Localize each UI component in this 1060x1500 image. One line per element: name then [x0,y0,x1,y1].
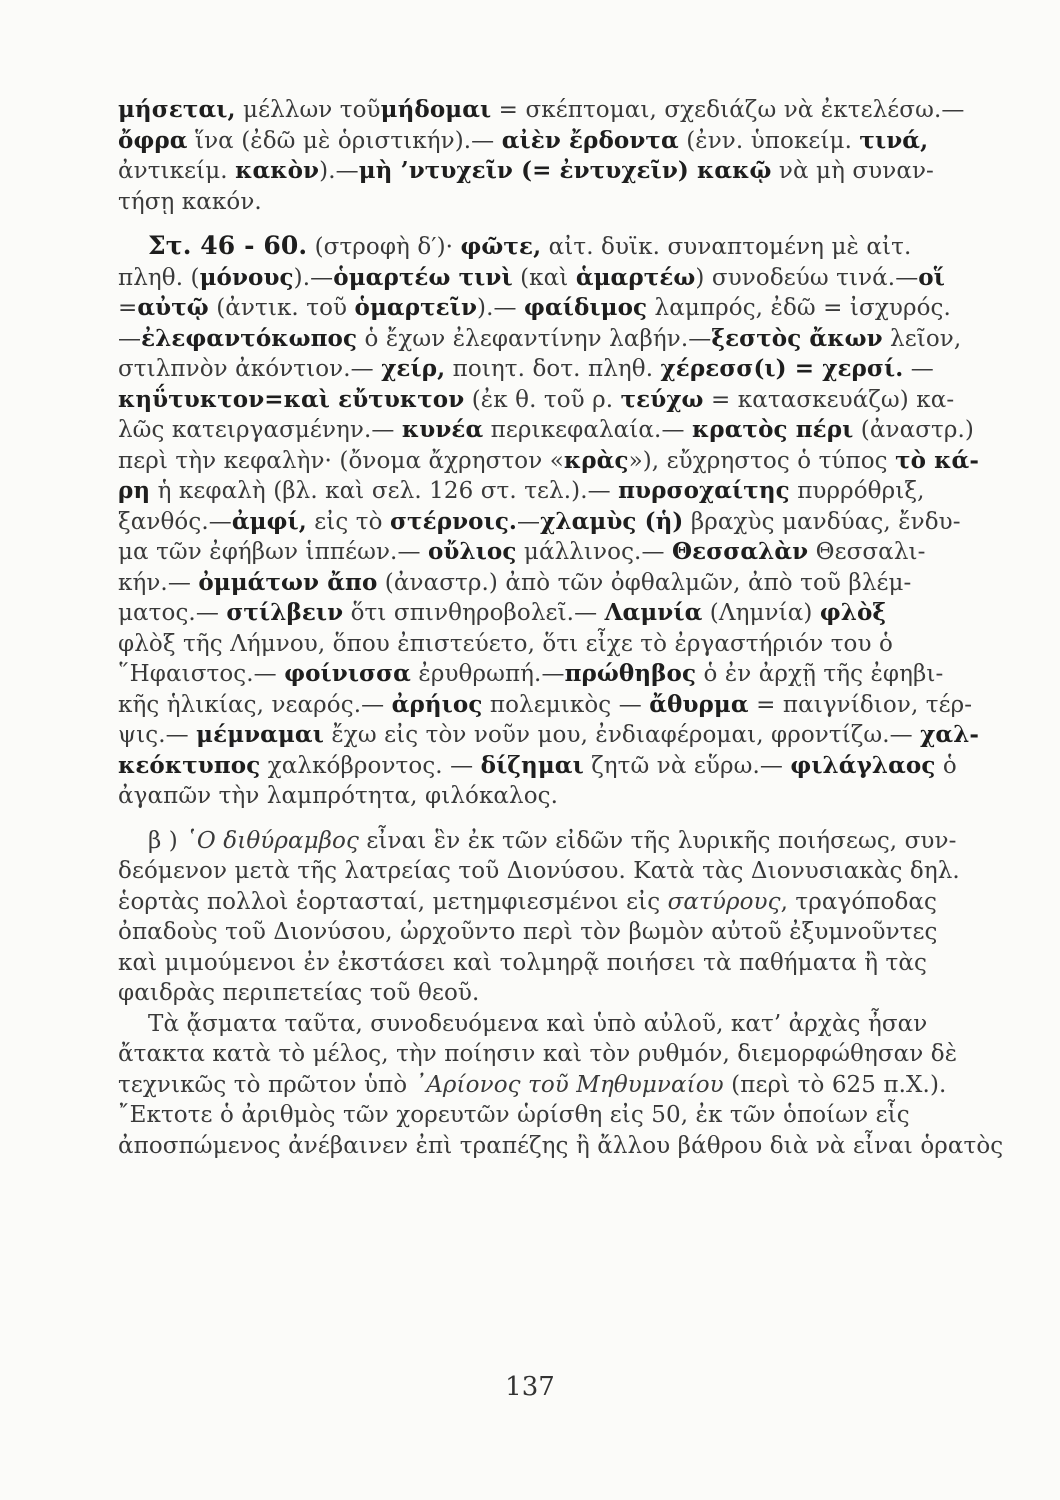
glossary-line: μα τῶν ἐφήβων ἱππέων.— οὔλιος μάλλινος.— Θεσσαλὰν Θεσσαλι- [118,538,926,565]
prose-line: β ) ῾Ο διθύραμβος εἶναι ἓν ἐκ τῶν εἰδῶν τῆς λυρικῆς ποιήσεως, συν- [148,827,957,854]
prose-section [118,826,1004,1162]
glossary-line: =αὐτῷ (ἀντικ. τοῦ ὁμαρτεῖν).— φαίδιμος λαμπρός, ἐδῶ = ἰσχυρός. [118,294,951,321]
glossary-line: ἀντικείμ. κακὸν).—μὴ ’ντυχεῖν (= ἐντυχεῖν) κακῷ νὰ μὴ συναν- [118,157,934,184]
glossary-line: ψις.— μέμναμαι ἔχω εἰς τὸν νοῦν μου, ἐνδιαφέρομαι, φροντίζω.— χαλ- [118,721,980,748]
page-number: 137 [505,1372,555,1402]
prose-line: ἀποσπώμενος ἀνέβαινεν ἐπὶ τραπέζης ἢ ἄλλου βάθρου διὰ νὰ εἶναι ὁρατὸς [118,1132,1004,1159]
paragraph-gap [118,217,948,231]
glossary-line: πληθ. (μόνους).—ὁμαρτέω τινὶ (καὶ ἁμαρτέω) συνοδεύω τινά.—οἵ [118,263,945,291]
prose-line: τεχνικῶς τὸ πρῶτον ὑπὸ ᾿Αρίονος τοῦ Μηθυμναίου (περὶ τὸ 625 π.Χ.). [118,1071,947,1098]
glossary-line: ἀγαπῶν τὴν λαμπρότητα, φιλόκαλος. [118,783,559,809]
glossary-notes [118,95,980,812]
prose-line: φαιδρὰς περιπετείας τοῦ θεοῦ. [118,980,480,1006]
page-body [118,95,1004,1161]
glossary-line: ῞Ηφαιστος.— φοίνισσα ἐρυθρωπή.—πρώθηβος ὁ ἐν ἀρχῇ τῆς ἐφηβι- [118,660,944,687]
glossary-line: περὶ τὴν κεφαλὴν· (ὄνομα ἄχρηστον «κρὰς»), εὔχρηστος ὁ τύπος τὸ κά- [118,446,979,474]
prose-line: Τὰ ᾄσματα ταῦτα, συνοδευόμενα καὶ ὑπὸ αὐλοῦ, κατ’ ἀρχὰς ἦσαν [148,1010,928,1037]
glossary-line: ὄφρα ἵνα (ἐδῶ μὲ ὁριστικήν).— αἰὲν ἔρδοντα (ἐνν. ὑποκείμ. τινά, [118,126,929,154]
section-gap [118,812,948,826]
glossary-line: λῶς κατειργασμένην.— κυνέα περικεφαλαία.— κρατὸς πέρι (ἀναστρ.) [118,416,974,443]
glossary-line: μήσεται, μέλλων τοῦμήδομαι = σκέπτομαι, σχεδιάζω νὰ ἐκτελέσω.— [118,96,965,123]
glossary-line: κήν.— ὀμμάτων ἄπο (ἀναστρ.) ἀπὸ τῶν ὀφθαλμῶν, ἀπὸ τοῦ βλέμ- [118,568,912,596]
glossary-line: ξανθός.—ἀμφί, εἰς τὸ στέρνοις.—χλαμὺς (ἡ) βραχὺς μανδύας, ἔνδυ- [118,507,961,535]
prose-line: ἑορτὰς πολλοὶ ἑορτασταί, μετημφιεσμένοι εἰς σατύρους, τραγόποδας [118,888,938,915]
glossary-line: ρη ἡ κεφαλὴ (βλ. καὶ σελ. 126 στ. τελ.).— πυρσοχαίτης πυρρόθριξ, [118,477,925,504]
glossary-line: κεόκτυπος χαλκόβροντος. — δίζημαι ζητῶ νὰ εὕρω.— φιλάγλαος ὁ [118,751,957,779]
glossary-line: Στ. 46 - 60. (στροφὴ δ′)· φῶτε, αἰτ. δυϊκ. συναπτομένη μὲ αἰτ. [148,231,912,260]
glossary-line: κηΰτυκτον=καὶ εὔτυκτον (ἐκ θ. τοῦ ρ. τεύχω = κατασκευάζω) κα- [118,385,955,413]
prose-line: ῎Εκτοτε ὁ ἀριθμὸς τῶν χορευτῶν ὡρίσθη εἰς 50, ἐκ τῶν ὁποίων εἷς [118,1102,910,1128]
glossary-line: —ἐλεφαντόκωπος ὁ ἔχων ἐλεφαντίνην λαβήν.—ξεστὸς ἄκων λεῖον, [118,324,962,352]
glossary-line: φλὸξ τῆς Λήμνου, ὅπου ἐπιστεύετο, ὅτι εἶχε τὸ ἐργαστήριόν του ὁ [118,630,893,657]
prose-line: ὀπαδοὺς τοῦ Διονύσου, ὠρχοῦντο περὶ τὸν βωμὸν αὐτοῦ ἐξυμνοῦντες [118,919,938,945]
prose-line: ἄτακτα κατὰ τὸ μέλος, τὴν ποίησιν καὶ τὸν ρυθμόν, διεμορφώθησαν δὲ [118,1041,958,1067]
prose-line: καὶ μιμούμενοι ἐν ἐκστάσει καὶ τολμηρᾷ ποιήσει τὰ παθήματα ἢ τὰς [118,949,927,976]
glossary-line: τήσῃ κακόν. [118,188,262,215]
glossary-line: ματος.— στίλβειν ὅτι σπινθηροβολεῖ.— Λαμνία (Λημνία) φλὸξ [118,599,887,626]
glossary-line: κῆς ἡλικίας, νεαρός.— ἀρήιος πολεμικὸς — ἄθυρμα = παιγνίδιον, τέρ- [118,690,973,718]
glossary-line: στιλπνὸν ἀκόντιον.— χείρ, ποιητ. δοτ. πληθ. χέρεσσ(ι) = χερσί. — [118,355,934,382]
prose-line: δεόμενον μετὰ τῆς λατρείας τοῦ Διονύσου. Κατὰ τὰς Διονυσιακὰς δηλ. [118,858,960,884]
